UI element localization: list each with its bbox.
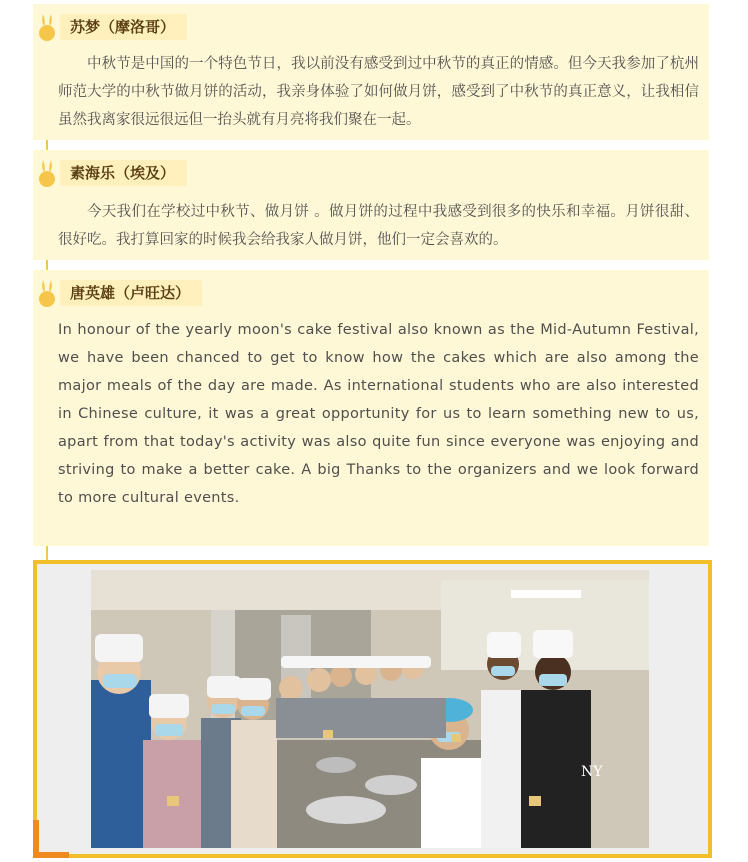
shirt-logo: NY — [581, 764, 603, 780]
bunny-marker-icon — [37, 12, 57, 48]
comment-card — [33, 270, 709, 546]
comment-text: 中秋节是中国的一个特色节日，我以前没有感受到过中秋节的真正的情感。但今天我参加了杭州师范大学的中秋节做月饼的活动，我亲身体验了如何做月饼，感受到了中秋节的真正意义，让我相信虽然我离家很远很远但一抬头就有月亮将我们聚在一起。 — [58, 56, 699, 128]
comment-text: 今天我们在学校过中秋节、做月饼 。做月饼的过程中我感受到很多的快乐和幸福。月饼很甜、很好吃。我打算回家的时候我会给我家人做月饼，他们一定会喜欢的。 — [58, 204, 699, 248]
bunny-marker-icon — [37, 158, 57, 194]
frame-corner-accent — [33, 852, 69, 858]
comment-card — [33, 150, 709, 260]
comment-card — [33, 4, 709, 140]
bunny-marker-icon — [37, 278, 57, 314]
author-name-tag: 素海乐（埃及） — [60, 160, 187, 186]
comment-text: In honour of the yearly moon's cake festival also known as the Mid-Autumn Festival, we have been chanced to get to know how the cakes which are also among the major meals of the day are made. As international students who are also interested in Chinese culture, it was a great opportunity for us to learn something new to us, apart from that today's activity was also quite fun since everyone was enjoying and striving to make a better cake. A big Thanks to the organizers and we look forward to more cultural events. — [58, 322, 699, 506]
author-name-tag: 苏梦（摩洛哥） — [60, 14, 187, 40]
group-photo-image — [91, 570, 649, 848]
kitchen-scene-illustration — [91, 570, 649, 848]
author-name-tag: 唐英雄（卢旺达） — [60, 280, 202, 306]
